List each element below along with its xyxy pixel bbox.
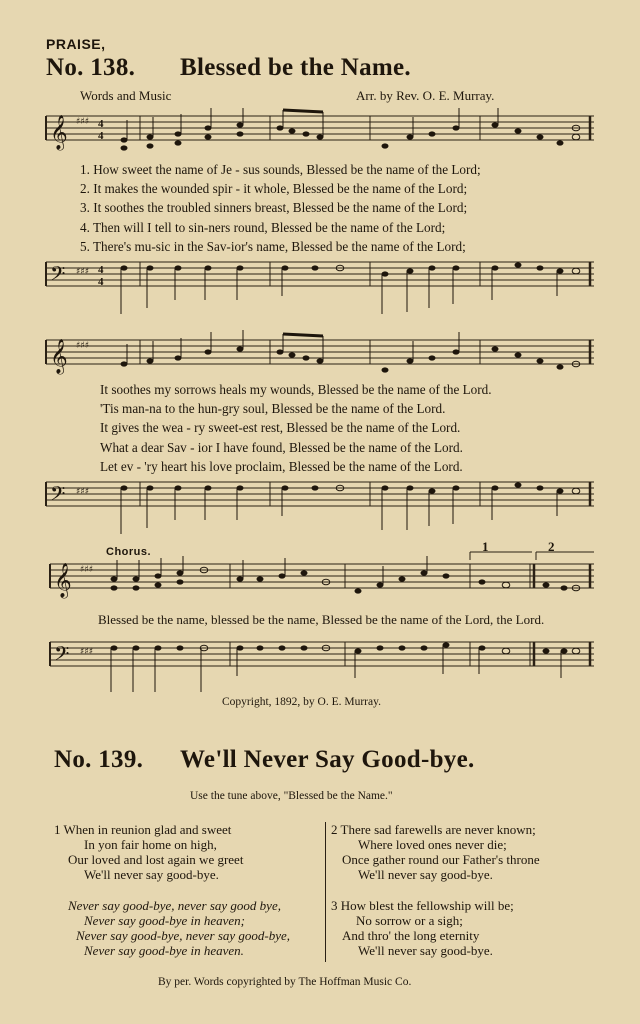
refrain-line-4: Never say good-bye in heaven. xyxy=(84,943,244,958)
stanza-2-line-3: Once gather round our Father's throne xyxy=(342,852,540,867)
column-divider xyxy=(325,822,326,962)
refrain-line-2: Never say good-bye in heaven; xyxy=(84,913,245,928)
system2-verses xyxy=(100,380,492,476)
stanza-1-line-2: In yon fair home on high, xyxy=(84,837,217,852)
stanza-2 xyxy=(331,822,536,837)
refrain-line-3: Never say good-bye, never say good-bye, xyxy=(76,928,291,943)
svg-text:4: 4 xyxy=(98,264,104,276)
verse-line-2: 2. It makes the wounded spir - it whole, Blessed be the name of the Lord; xyxy=(80,181,468,197)
stanza-1-line-3: Our loved and lost again we greet xyxy=(68,852,244,867)
stanza-2-line-2: Where loved ones never die; xyxy=(358,837,507,852)
svg-text:𝄞: 𝄞 xyxy=(54,563,72,598)
stanza-3-line-4: We'll never say good-bye. xyxy=(358,943,493,958)
verse-line-3: It gives the wea - ry sweet-est rest, Blessed be the name of the Lord. xyxy=(100,420,461,436)
svg-text:4: 4 xyxy=(98,118,104,130)
section-category: PRAISE, xyxy=(46,36,106,52)
refrain-line-1: Never say good-bye, never say good bye, xyxy=(68,898,281,913)
verse-line-4: 4. Then will I tell to sin-ners round, Blessed be the name of the Lord; xyxy=(80,219,446,235)
svg-text:♯♯♯: ♯♯♯ xyxy=(80,647,94,657)
stanza-1-number: 1 xyxy=(54,822,61,837)
system1-verses xyxy=(80,160,481,256)
svg-text:♯♯♯: ♯♯♯ xyxy=(80,565,94,575)
hymn-138-number: No. 138. xyxy=(46,54,136,81)
verse-line-1: 1. How sweet the name of Je - sus sounds, Blessed be the name of the Lord; xyxy=(80,162,481,177)
verse-line-1: It soothes my sorrows heals my wounds, Blessed be the name of the Lord. xyxy=(100,382,492,397)
second-ending-label: 2 xyxy=(548,539,555,554)
system2-treble-staff xyxy=(40,330,600,382)
hymn-139-title: We'll Never Say Good-bye. xyxy=(180,746,475,773)
stanza-2-line-1: There sad farewells are never known; xyxy=(340,822,536,837)
system1-treble-staff xyxy=(40,108,600,160)
stanza-3-number: 3 xyxy=(331,898,338,913)
svg-text:𝄢: 𝄢 xyxy=(54,642,70,670)
arranger-credit: Arr. by Rev. O. E. Murray. xyxy=(356,88,495,103)
verse-line-2: 'Tis man-na to the hun-gry soul, Blessed be the name of the Lord. xyxy=(100,401,446,417)
words-music-credit: Words and Music xyxy=(80,88,172,103)
stanza-2-number: 2 xyxy=(331,822,338,837)
verse-line-5: Let ev - 'ry heart his love proclaim, Blessed be the name of the Lord. xyxy=(100,458,463,474)
stanza-1 xyxy=(54,822,231,837)
chorus-bass-staff xyxy=(40,634,600,696)
first-ending-label: 1 xyxy=(482,539,489,554)
svg-text:♯♯♯: ♯♯♯ xyxy=(76,487,90,497)
svg-text:𝄢: 𝄢 xyxy=(50,262,66,290)
system2-bass-staff xyxy=(40,476,600,538)
chorus-text: Blessed be the name, blessed be the name, Blessed be the name of the Lord, the Lord. xyxy=(98,612,545,627)
svg-text:4: 4 xyxy=(98,276,104,288)
hymn-139-number: No. 139. xyxy=(54,746,144,773)
svg-text:♯♯♯: ♯♯♯ xyxy=(76,117,90,127)
copyright-notice: Copyright, 1892, by O. E. Murray. xyxy=(222,696,381,708)
stanza-1-line-4: We'll never say good-bye. xyxy=(84,867,219,882)
stanza-3-line-2: No sorrow or a sigh; xyxy=(356,913,463,928)
svg-text:𝄢: 𝄢 xyxy=(50,482,66,510)
chorus-label: Chorus. xyxy=(106,546,152,558)
svg-text:♯♯♯: ♯♯♯ xyxy=(76,341,90,351)
verse-line-5: 5. There's mu-sic in the Sav-ior's name, Blessed be the name of the Lord; xyxy=(80,238,466,254)
tune-instruction: Use the tune above, "Blessed be the Name." xyxy=(190,790,393,802)
stanza-3-line-1: How blest the fellowship will be; xyxy=(340,898,514,913)
page-footer: By per. Words copyrighted by The Hoffman Music Co. xyxy=(158,976,412,988)
svg-text:𝄞: 𝄞 xyxy=(50,339,68,374)
hymn-138-title: Blessed be the Name. xyxy=(180,54,411,81)
stanza-3-line-3: And thro' the long eternity xyxy=(342,928,480,943)
verse-line-4: What a dear Sav - ior I have found, Blessed be the name of the Lord. xyxy=(100,439,463,455)
svg-text:♯♯♯: ♯♯♯ xyxy=(76,267,90,277)
system1-bass-staff xyxy=(40,256,600,318)
svg-text:𝄞: 𝄞 xyxy=(50,115,68,150)
stanza-3 xyxy=(331,898,514,913)
stanza-1-line-1: When in reunion glad and sweet xyxy=(63,822,232,837)
verse-line-3: 3. It soothes the troubled sinners breast, Blessed be the name of the Lord; xyxy=(80,200,468,216)
svg-text:4: 4 xyxy=(98,130,104,142)
stanza-2-line-4: We'll never say good-bye. xyxy=(358,867,493,882)
chorus-treble-staff xyxy=(40,548,600,610)
